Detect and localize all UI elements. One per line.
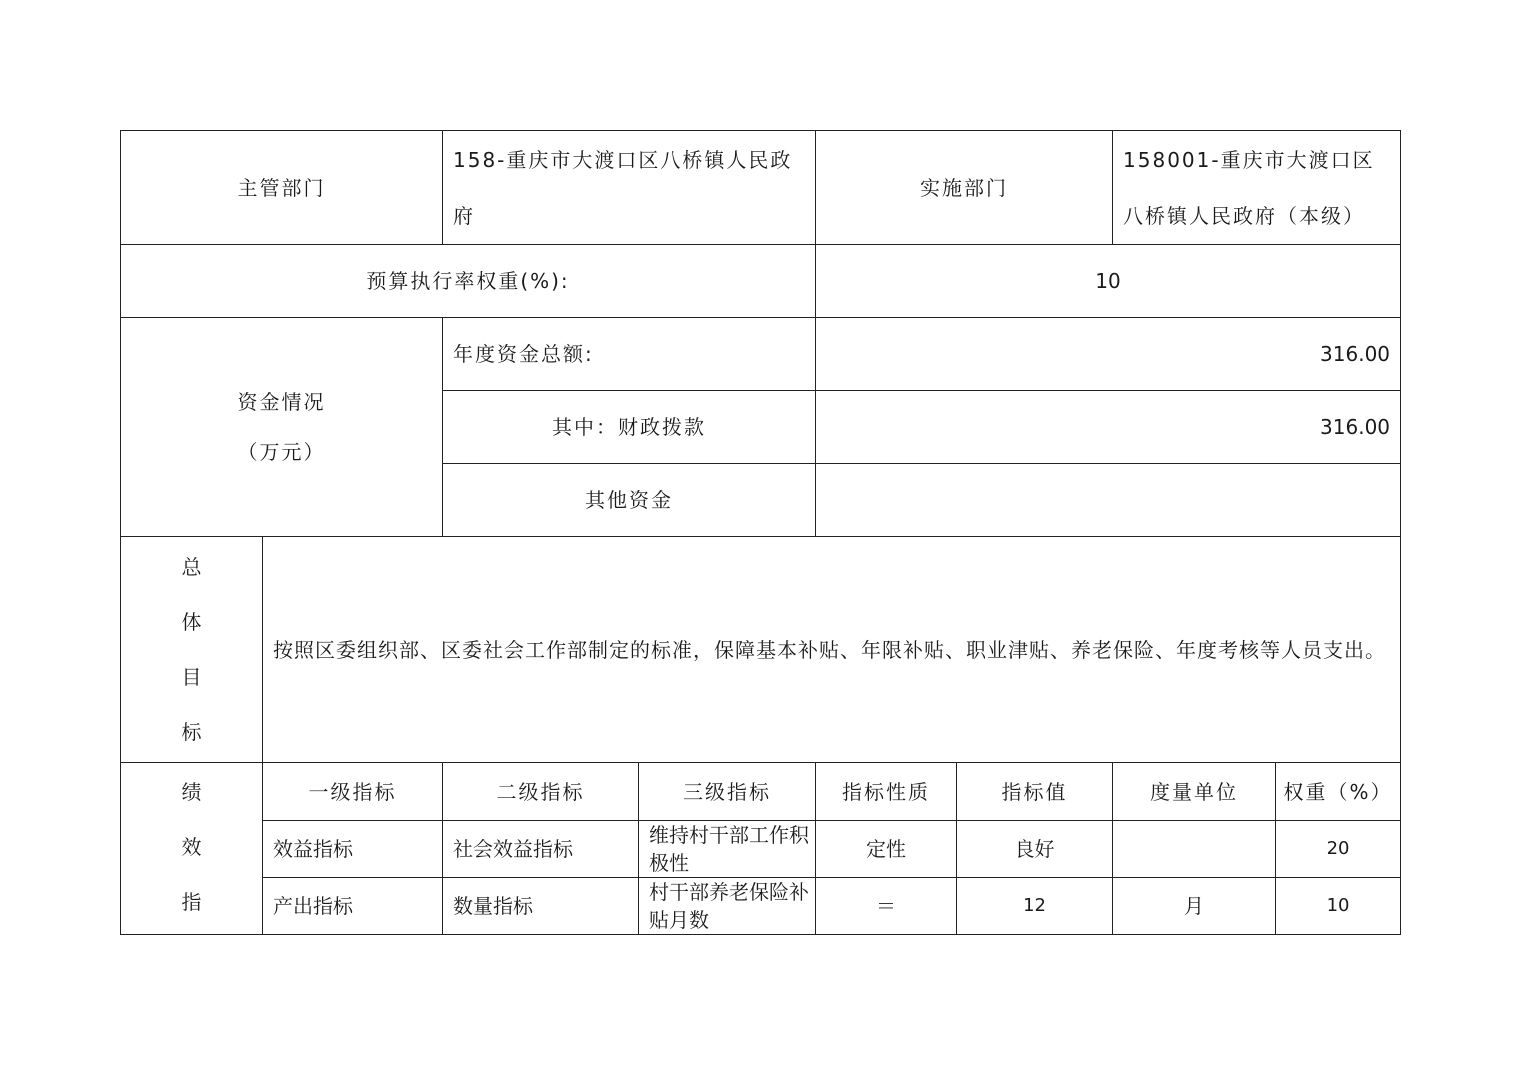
budget-weight-label: 预算执行率权重(%): — [121, 245, 816, 318]
indicator-level3: 村干部养老保险补贴月数 — [639, 878, 816, 935]
funds-label-line2: （万元） — [237, 440, 326, 464]
indicator-level2: 社会效益指标 — [443, 821, 639, 878]
indicator-nature: 定性 — [816, 821, 957, 878]
overall-goal-label — [121, 537, 263, 763]
funds-total-label: 年度资金总额: — [443, 318, 816, 391]
indicator-label-char: 效 — [181, 835, 202, 859]
goal-label-char: 标 — [181, 720, 202, 745]
funds-label — [121, 318, 443, 537]
indicator-value: 良好 — [957, 821, 1113, 878]
col-header-unit: 度量单位 — [1113, 763, 1276, 821]
overall-goal-text: 按照区委组织部、区委社会工作部制定的标准，保障基本补贴、年限补贴、职业津贴、养老保险、年度考核等人员支出。 — [263, 537, 1401, 763]
table-row — [121, 821, 1401, 878]
indicator-weight: 20 — [1276, 821, 1401, 878]
indicator-value: 12 — [957, 878, 1113, 935]
budget-weight-row — [121, 245, 1401, 318]
performance-goal-table — [120, 130, 1401, 935]
funds-label-line1: 资金情况 — [237, 390, 326, 414]
indicator-unit: 月 — [1113, 878, 1276, 935]
indicator-label-char: 指 — [181, 890, 202, 914]
indicator-weight: 10 — [1276, 878, 1401, 935]
overall-goal-row — [121, 537, 1401, 763]
indicator-level1: 产出指标 — [263, 878, 443, 935]
funds-total-row — [121, 318, 1401, 391]
impl-dept-value: 158001-重庆市大渡口区八桥镇人民政府（本级） — [1113, 131, 1401, 245]
funds-fiscal-value: 316.00 — [816, 391, 1401, 464]
funds-fiscal-label: 其中：财政拨款 — [443, 391, 816, 464]
col-header-level3: 三级指标 — [639, 763, 816, 821]
table-row — [121, 878, 1401, 935]
funds-total-value: 316.00 — [816, 318, 1401, 391]
col-header-level2: 二级指标 — [443, 763, 639, 821]
competent-dept-label: 主管部门 — [121, 131, 443, 245]
indicator-nature: ＝ — [816, 878, 957, 935]
indicator-level3: 维持村干部工作积极性 — [639, 821, 816, 878]
competent-dept-value: 158-重庆市大渡口区八桥镇人民政府 — [443, 131, 816, 245]
goal-label-char: 总 — [181, 554, 202, 579]
col-header-nature: 指标性质 — [816, 763, 957, 821]
col-header-value: 指标值 — [957, 763, 1113, 821]
indicator-label-char: 绩 — [181, 780, 202, 804]
department-row — [121, 131, 1401, 245]
col-header-weight: 权重（%） — [1276, 763, 1401, 821]
col-header-level1: 一级指标 — [263, 763, 443, 821]
impl-dept-label: 实施部门 — [816, 131, 1113, 245]
indicator-unit — [1113, 821, 1276, 878]
funds-other-value — [816, 464, 1401, 537]
indicator-level1: 效益指标 — [263, 821, 443, 878]
goal-label-char: 体 — [181, 609, 202, 634]
indicator-header-row — [121, 763, 1401, 821]
indicator-label — [121, 763, 263, 935]
funds-other-label: 其他资金 — [443, 464, 816, 537]
budget-weight-value: 10 — [816, 245, 1401, 318]
indicator-level2: 数量指标 — [443, 878, 639, 935]
goal-label-char: 目 — [181, 665, 202, 690]
